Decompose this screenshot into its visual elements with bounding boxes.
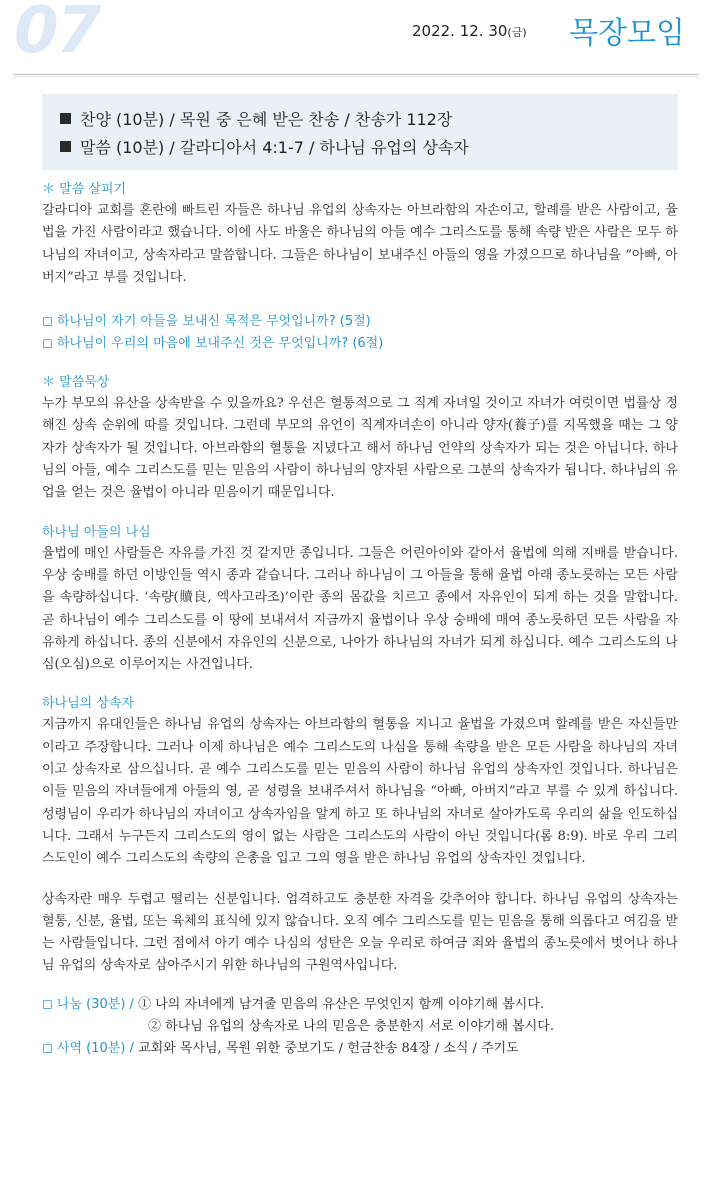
square-bullet-icon [60, 113, 71, 124]
agenda-box [42, 94, 678, 170]
birth-paragraph: 율법에 매인 사람들은 자유를 가진 것 같지만 종입니다. 그들은 어린아이와 같아서 율법에 의해 지배를 받습니다. 우상 숭배를 하던 이방인들 역시 종과 같습니다. 그러나 하나님이 그 아들을 통해 율법 아래 종노릇하는 모든 사람을 속량하십니다. ‘속량(贖良, 엑사고라조)’이란 종의 몸값을 치르고 종에서 자유인이 되게 하는 것을 말합니다. 곧 하나님이 예수 그리스도를 이 땅에 보내셔서 지금까지 율법이나 우상 숭배에 매여 종노릇하던 모든 사람을 자유하게 하십니다. 종의 신분에서 자유인의 신분으로, 나아가 하나님의 자녀가 되게 하십니다. 예수 그리스도의 나심(오심)으로 이루어지는 사건입니다. [42, 545, 678, 673]
heir-paragraph: 지금까지 유대인들은 하나님 유업의 상속자는 아브라함의 혈통을 지니고 율법을 가졌으며 할례를 받은 자신들만이라고 주장합니다. 그러나 이제 하나님은 예수 그리스도의 나심을 통해 속량을 받은 모든 사람을 하나님의 자녀이고 상속자로 삼으십니다. 곧 예수 그리스도를 믿는 믿음의 사람이 하나님 유업의 상속자인 것입니다. 하나님은 이들 믿음의 자녀들에게 아들의 영, 곧 성령을 보내주셔서 하나님을 “아빠, 아버지”라고 부를 수 있게 하십니다. 성령님이 우리가 하나님의 자녀이고 상속자임을 알게 하고 또 하나님의 자녀로 살아가도록 우리의 삶을 인도하십니다. 그래서 누구든지 그리스도의 영이 없는 사람은 그리스도의 사람이 아닌 것입니다(롬 8:9). 바로 우리 그리스도인이 예수 그리스도의 속량의 은총을 입고 그의 영을 받은 하나님 유업의 상속자인 것입니다. [42, 717, 678, 867]
weekday-text: (금) [507, 26, 527, 39]
section-heading-observe: ＊ 말씀 살피기 [42, 182, 127, 197]
issue-number: 07 [14, 0, 100, 68]
agenda-item-text: 찬양 (10분) / 목원 중 은혜 받은 찬송 / 찬송가 112장 [80, 110, 453, 129]
share-item-2: ② 하나님 유업의 상속자로 나의 믿음은 충분한지 서로 이야기해 봅시다. [148, 1018, 554, 1034]
date-text: 2022. 12. 30 [412, 22, 508, 40]
observe-paragraph: 갈라디아 교회를 혼란에 빠트린 자들은 하나님 유업의 상속자는 아브라함의 자손이고, 할례를 받은 사람이고, 율법을 가진 사람이라고 했습니다. 이에 사도 바울은 하나님의 아들 예수 그리스도를 통해 속량 받은 사람은 모두 하나님의 자녀이고, 상속자라고 말씀합니다. 그들은 하나님이 보내주신 아들의 영을 가졌으므로 하나님을 “아빠, 아버지”라고 부를 것입니다. [42, 203, 678, 285]
meeting-date [412, 22, 527, 40]
square-bullet-icon [60, 141, 71, 152]
agenda-item-text: 말씀 (10분) / 갈라디아서 4:1-7 / 하나님 유업의 상속자 [80, 138, 469, 157]
share-item-1: ① 나의 자녀에게 남겨줄 믿음의 유산은 무엇인지 함께 이야기해 봅시다. [138, 996, 545, 1012]
share-label: ◻ 나눔 (30분) / [42, 996, 134, 1012]
ministry-label: ◻ 사역 (10분) / [42, 1040, 134, 1056]
closing-paragraph: 상속자란 매우 두렵고 떨리는 신분입니다. 엄격하고도 충분한 자격을 갖추어야 합니다. 하나님 유업의 상속자는 혈통, 신분, 율법, 또는 육체의 표식에 있지 않습니다. 오직 예수 그리스도를 믿는 믿음을 통해 의롭다고 여김을 받는 사람들입니다. 그런 점에서 아기 예수 나심의 성탄은 오늘 우리로 하여금 죄와 율법의 종노릇에서 벗어나 하나님 유업의 상속자로 삼아주시기 위한 하나님의 구원역사입니다. [42, 891, 678, 974]
section-heading-birth: 하나님 아들의 나심 [42, 524, 151, 540]
page-title: 목장모임 [569, 16, 685, 51]
header-divider [14, 74, 698, 75]
question-1: ◻ 하나님이 자기 아들을 보내신 목적은 무엇입니까? (5절) [42, 314, 371, 330]
ministry-row [42, 1038, 678, 1060]
main-content [42, 180, 678, 1060]
agenda-item-word [60, 135, 469, 158]
agenda-item-praise [60, 107, 452, 130]
meditate-paragraph: 누가 부모의 유산을 상속받을 수 있을까요? 우선은 혈통적으로 그 직계 자녀일 것이고 자녀가 여럿이면 법률상 정해진 상속 순위에 따를 것입니다. 그런데 부모의 유언이 직계자녀손이 아니라 양자(養子)를 지목했을 때는 그 양자가 상속자가 될 것입니다. 아브라함의 혈통을 지녔다고 해서 하나님 언약의 상속자가 되는 것은 아닙니다. 하나님의 아들, 예수 그리스도를 믿는 믿음의 사람이 하나님의 양자된 사람으로 그분의 상속자가 됩니다. 하나님의 유업을 얻는 것은 율법이 아니라 믿음이기 때문입니다. [42, 396, 678, 501]
ministry-text: 교회와 목사님, 목원 위한 중보기도 / 헌금찬송 84장 / 소식 / 주기도 [138, 1040, 519, 1056]
question-2: ◻ 하나님이 우리의 마음에 보내주신 것은 무엇입니까? (6절) [42, 336, 384, 352]
section-heading-meditate: ＊ 말씀묵상 [42, 375, 110, 391]
section-heading-heir: 하나님의 상속자 [42, 696, 135, 712]
activity-footer [42, 994, 678, 1060]
share-row-2 [42, 1016, 678, 1038]
share-row [42, 994, 678, 1016]
header-divider-secondary [14, 76, 698, 77]
